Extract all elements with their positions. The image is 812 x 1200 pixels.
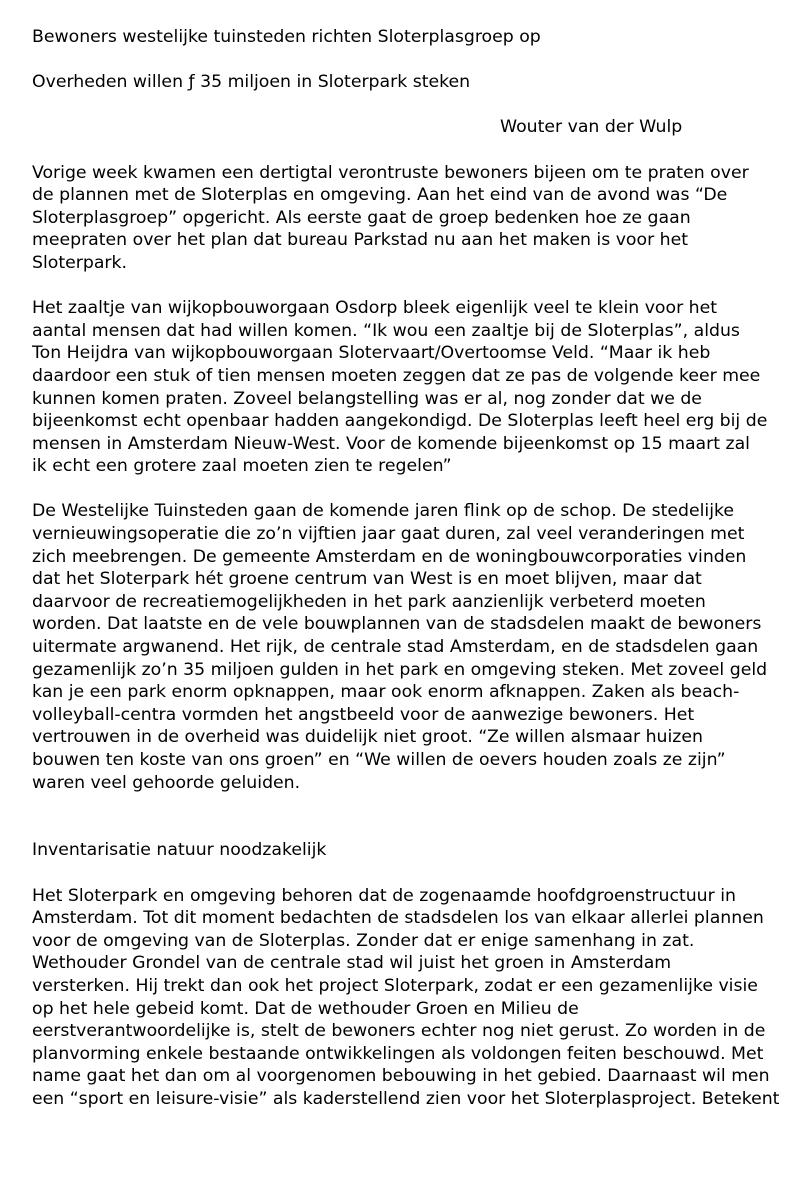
author-byline: Wouter van der Wulp [500, 117, 683, 138]
paragraph-3: De Westelijke Tuinsteden gaan de komende jaren flink op de schop. De stedelijke vernieuwingsoperatie die zo’n vijftien jaar gaat duren, zal veel veranderingen met zich meebrengen. De gemeente Amsterdam en de woningbouwcorporaties vinden dat het Sloterpark hét groene centrum van West is en moet blijven, maar dat daarvoor de recreatiemogelijkheden in het park aanzienlijk verbeterd moeten worden. Dat laatste en de vele bouwplannen van de stadsdelen maakt de bewoners uitermate argwanend. Het rijk, de centrale stad Amsterdam, en de stadsdelen gaan gezamenlijk zo’n 35 miljoen gulden in het park en omgeving steken. Met zoveel geld kan je een park enorm opknappen, maar ook enorm afknappen. Zaken als beach- volleyball-centra vormden het angstbeeld voor de aanwezige bewoners. Het vertrouwen in de overheid was duidelijk niet groot. “Ze willen alsmaar huizen bouwen ten koste van ons groen” en “We willen de oevers houden zoals ze zijn” waren veel gehoorde geluiden. [32, 501, 768, 793]
paragraph-4: Het Sloterpark en omgeving behoren dat de zogenaamde hoofdgroenstructuur in Amsterdam. Tot dit moment bedachten de stadsdelen los van elkaar allerlei plannen voor de omgeving van de Sloterplas. Zonder dat er enige samenhang in zat. Wethouder Grondel van de centrale stad wil juist het groen in Amsterdam versterken. Hij trekt dan ook het project Sloterpark, zodat er een gezamenlijke visie op het hele gebeid komt. Dat de wethouder Groen en Milieu de eerstverantwoordelijke is, stelt de bewoners echter nog niet gerust. Zo worden in de planvorming enkele bestaande ontwikkelingen als voldongen feiten beschouwd. Met name gaat het dan om al voorgenomen bebouwing in het gebied. Daarnaast wil men een “sport en leisure-visie” als kaderstellend zien voor het Sloterplasproject. Betekent [32, 885, 780, 1109]
paragraph-2: Het zaaltje van wijkopbouworgaan Osdorp bleek eigenlijk veel te klein voor het aantal mensen dat had willen komen. “Ik wou een zaaltje bij de Sloterplas”, aldus Ton Heijdra van wijkopbouworgaan Slotervaart/Overtoomse Veld. “Maar ik heb daardoor een stuk of tien mensen moeten zeggen dat ze pas de volgende keer mee kunnen komen praten. Zoveel belangstelling was er al, nog zonder dat we de bijeenkomst echt openbaar hadden aangekondigd. De Sloterplas leeft heel erg bij de mensen in Amsterdam Nieuw-West. Voor de komende bijeenkomst op 15 maart zal ik echt een grotere zaal moeten zien te regelen” [32, 298, 768, 477]
paragraph-1: Vorige week kwamen een dertigtal verontruste bewoners bijeen om te praten over de plannen met de Sloterplas en omgeving. Aan het eind van de avond was “De Sloterplasgroep” opgericht. Als eerste gaat de groep bedenken hoe ze gaan meepraten over het plan dat bureau Parkstad nu aan het maken is voor het Sloterpark. [32, 162, 749, 273]
subheading: Inventarisatie natuur noodzakelijk [32, 840, 327, 861]
headline: Overheden willen ƒ 35 miljoen in Sloterpark steken [32, 72, 471, 93]
document-body [32, 26, 800, 1111]
kicker: Bewoners westelijke tuinsteden richten Sloterplasgroep op [32, 27, 541, 47]
